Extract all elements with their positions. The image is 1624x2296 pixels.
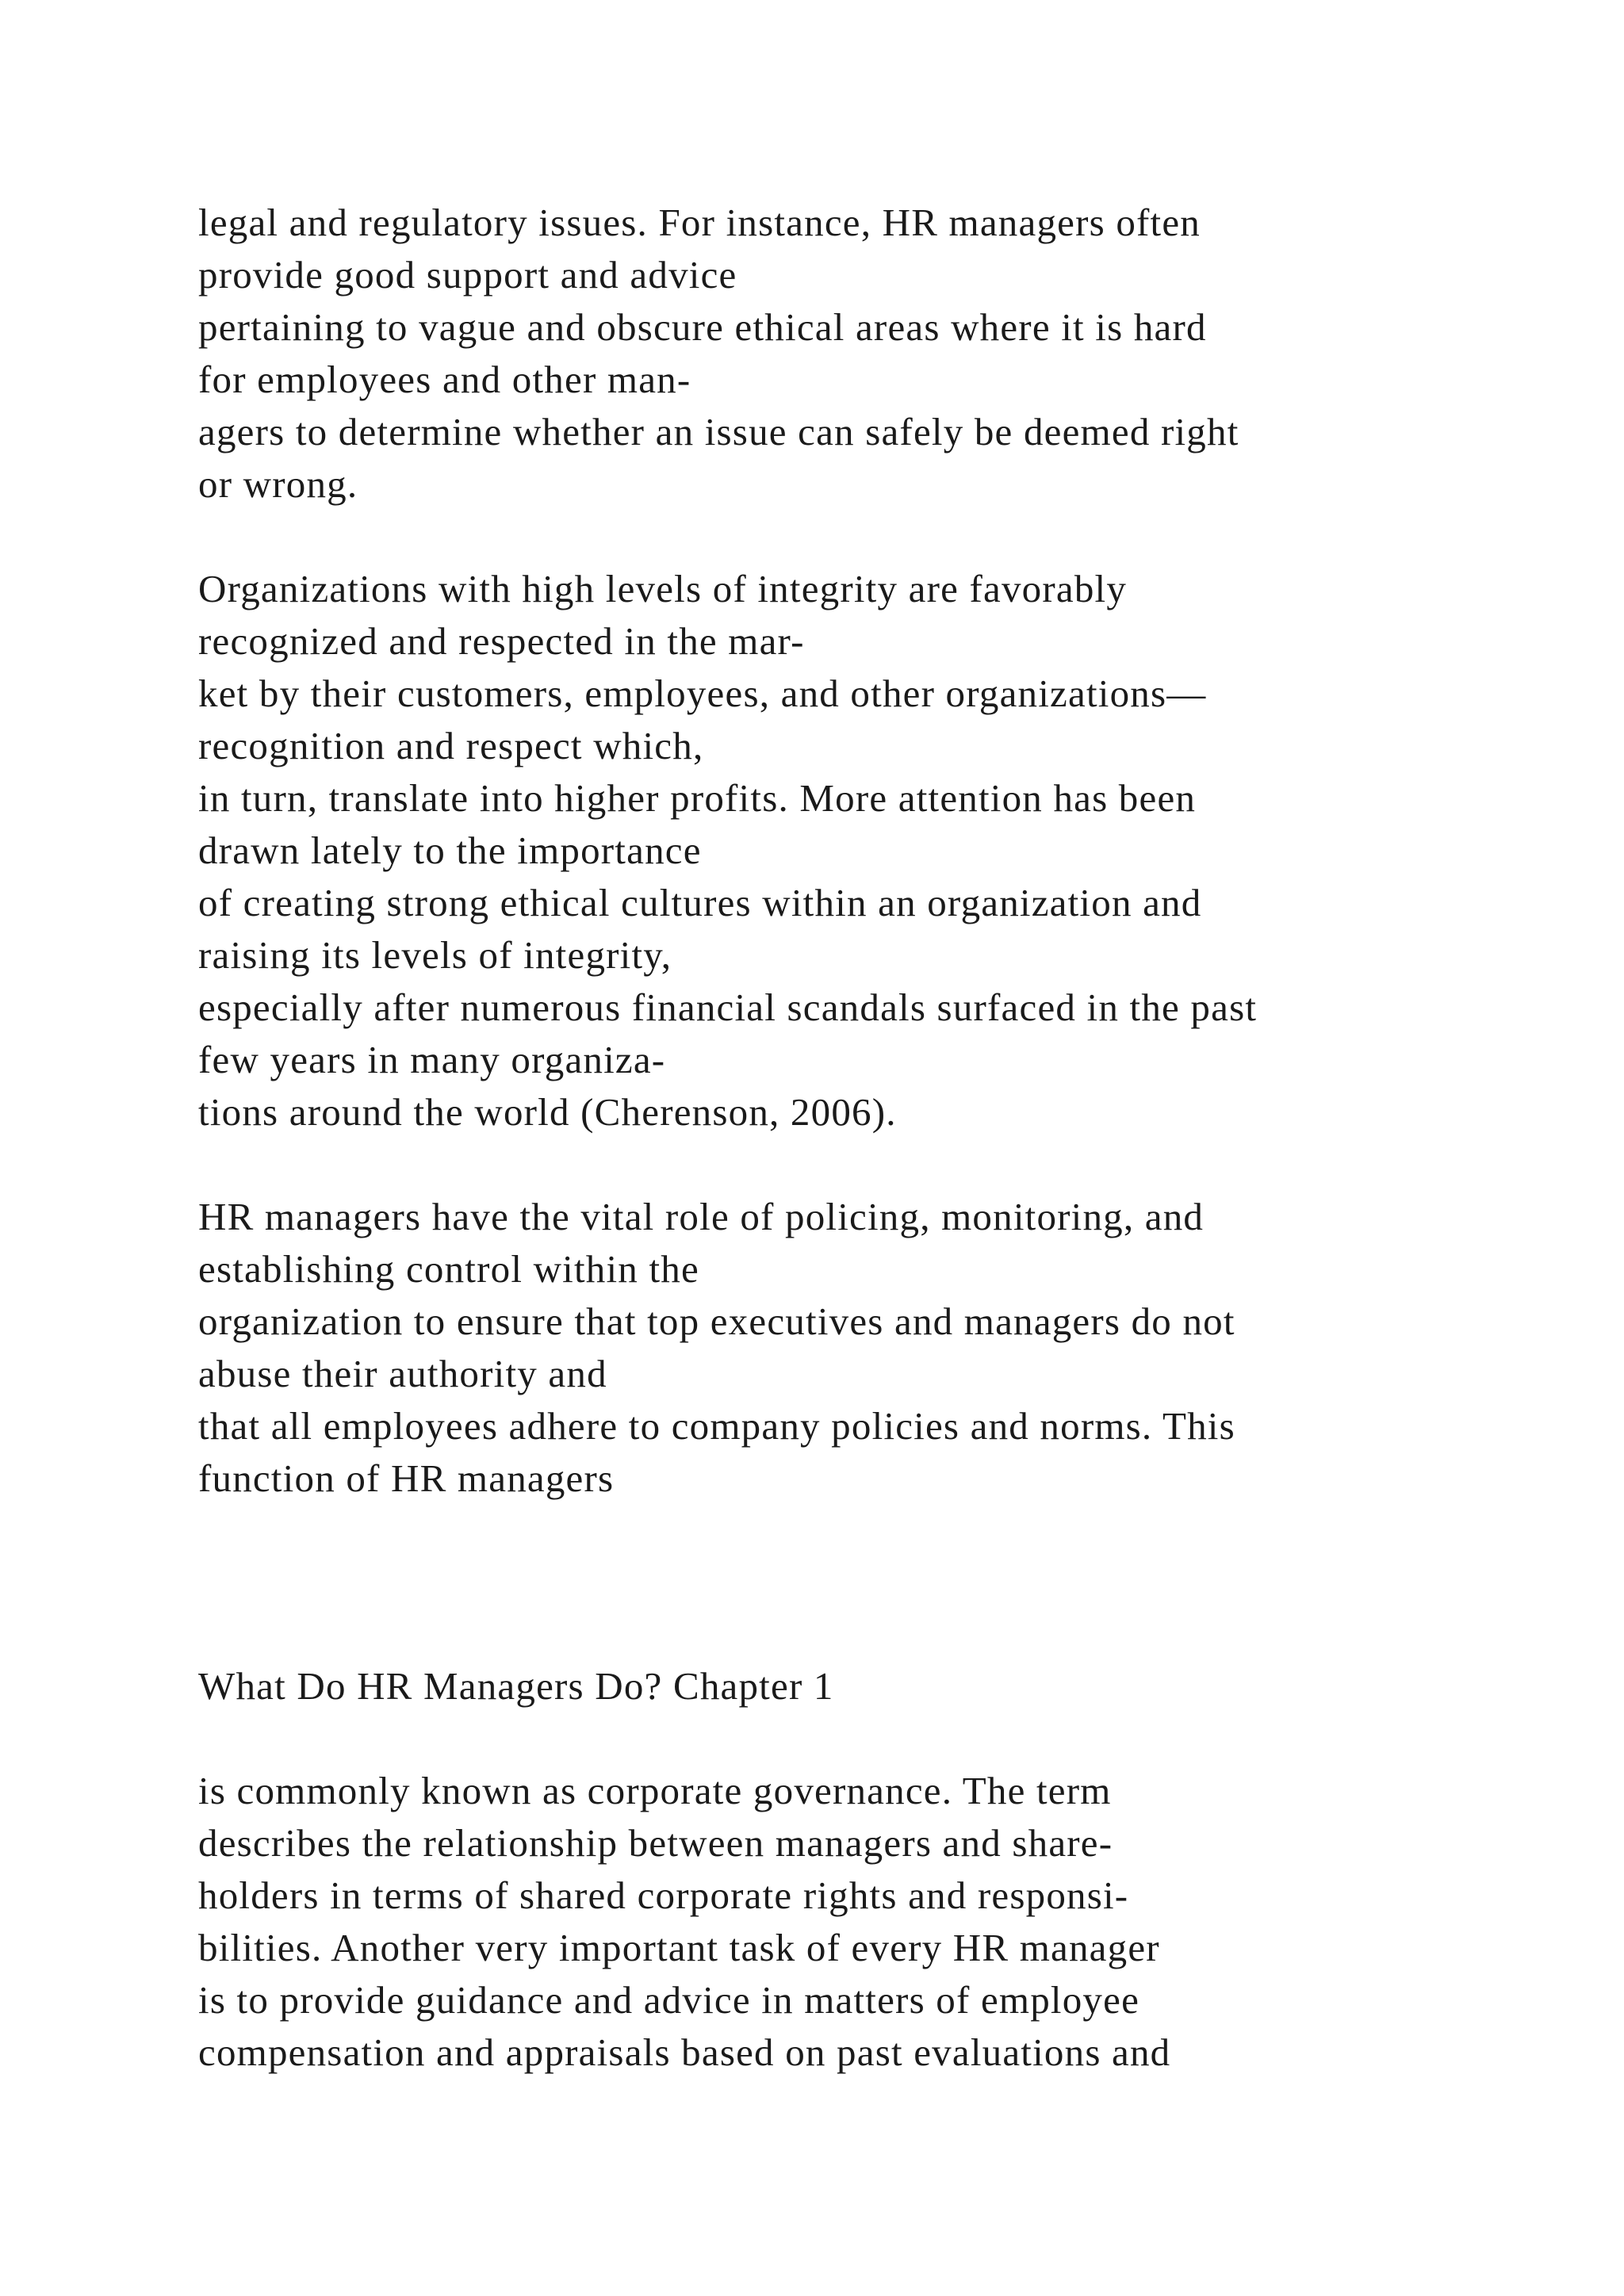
text-line: Organizations with high levels of integrity are favorably xyxy=(198,567,1128,610)
text-line: that all employees adhere to company policies and norms. This xyxy=(198,1404,1235,1448)
text-line: compensation and appraisals based on past evaluations and xyxy=(198,2030,1171,2074)
text-line: drawn lately to the importance xyxy=(198,828,702,872)
text-line: recognition and respect which, xyxy=(198,724,704,767)
text-line: pertaining to vague and obscure ethical areas where it is hard xyxy=(198,305,1207,349)
text-line: recognized and respected in the mar- xyxy=(198,619,805,663)
text-line: is to provide guidance and advice in matters of employee xyxy=(198,1978,1140,2022)
text-line: few years in many organiza- xyxy=(198,1038,666,1081)
text-line: raising its levels of integrity, xyxy=(198,933,672,977)
text-line: legal and regulatory issues. For instance, HR managers often xyxy=(198,201,1201,244)
text-line: or wrong. xyxy=(198,462,358,506)
running-header xyxy=(198,1660,1499,1712)
text-line: holders in terms of shared corporate rights and responsi- xyxy=(198,1873,1129,1917)
text-line: establishing control within the xyxy=(198,1247,699,1291)
text-line: organization to ensure that top executives and managers do not xyxy=(198,1299,1235,1343)
text-line: describes the relationship between managers and share- xyxy=(198,1821,1113,1865)
text-line: in turn, translate into higher profits. More attention has been xyxy=(198,776,1197,820)
text-line: of creating strong ethical cultures within an organization and xyxy=(198,881,1202,924)
text-line: bilities. Another very important task of every HR manager xyxy=(198,1926,1160,1969)
text-line: tions around the world (Cherenson, 2006). xyxy=(198,1090,897,1134)
paragraph-integrity xyxy=(198,563,1499,1138)
text-line: is commonly known as corporate governance. The term xyxy=(198,1769,1112,1812)
text-line: ket by their customers, employees, and other organizations— xyxy=(198,672,1207,715)
text-line: especially after numerous financial scandals surfaced in the past xyxy=(198,985,1258,1029)
text-line: function of HR managers xyxy=(198,1456,615,1500)
text-line: for employees and other man- xyxy=(198,358,691,401)
text-line: agers to determine whether an issue can safely be deemed right xyxy=(198,410,1239,453)
paragraph-legal-issues xyxy=(198,197,1499,511)
paragraph-hr-role xyxy=(198,1191,1499,1505)
text-line: abuse their authority and xyxy=(198,1352,607,1395)
chapter-header: What Do HR Managers Do? Chapter 1 xyxy=(198,1664,834,1708)
paragraph-corporate-governance xyxy=(198,1765,1499,2079)
text-line: HR managers have the vital role of policing, monitoring, and xyxy=(198,1195,1205,1238)
text-line: provide good support and advice xyxy=(198,253,737,297)
